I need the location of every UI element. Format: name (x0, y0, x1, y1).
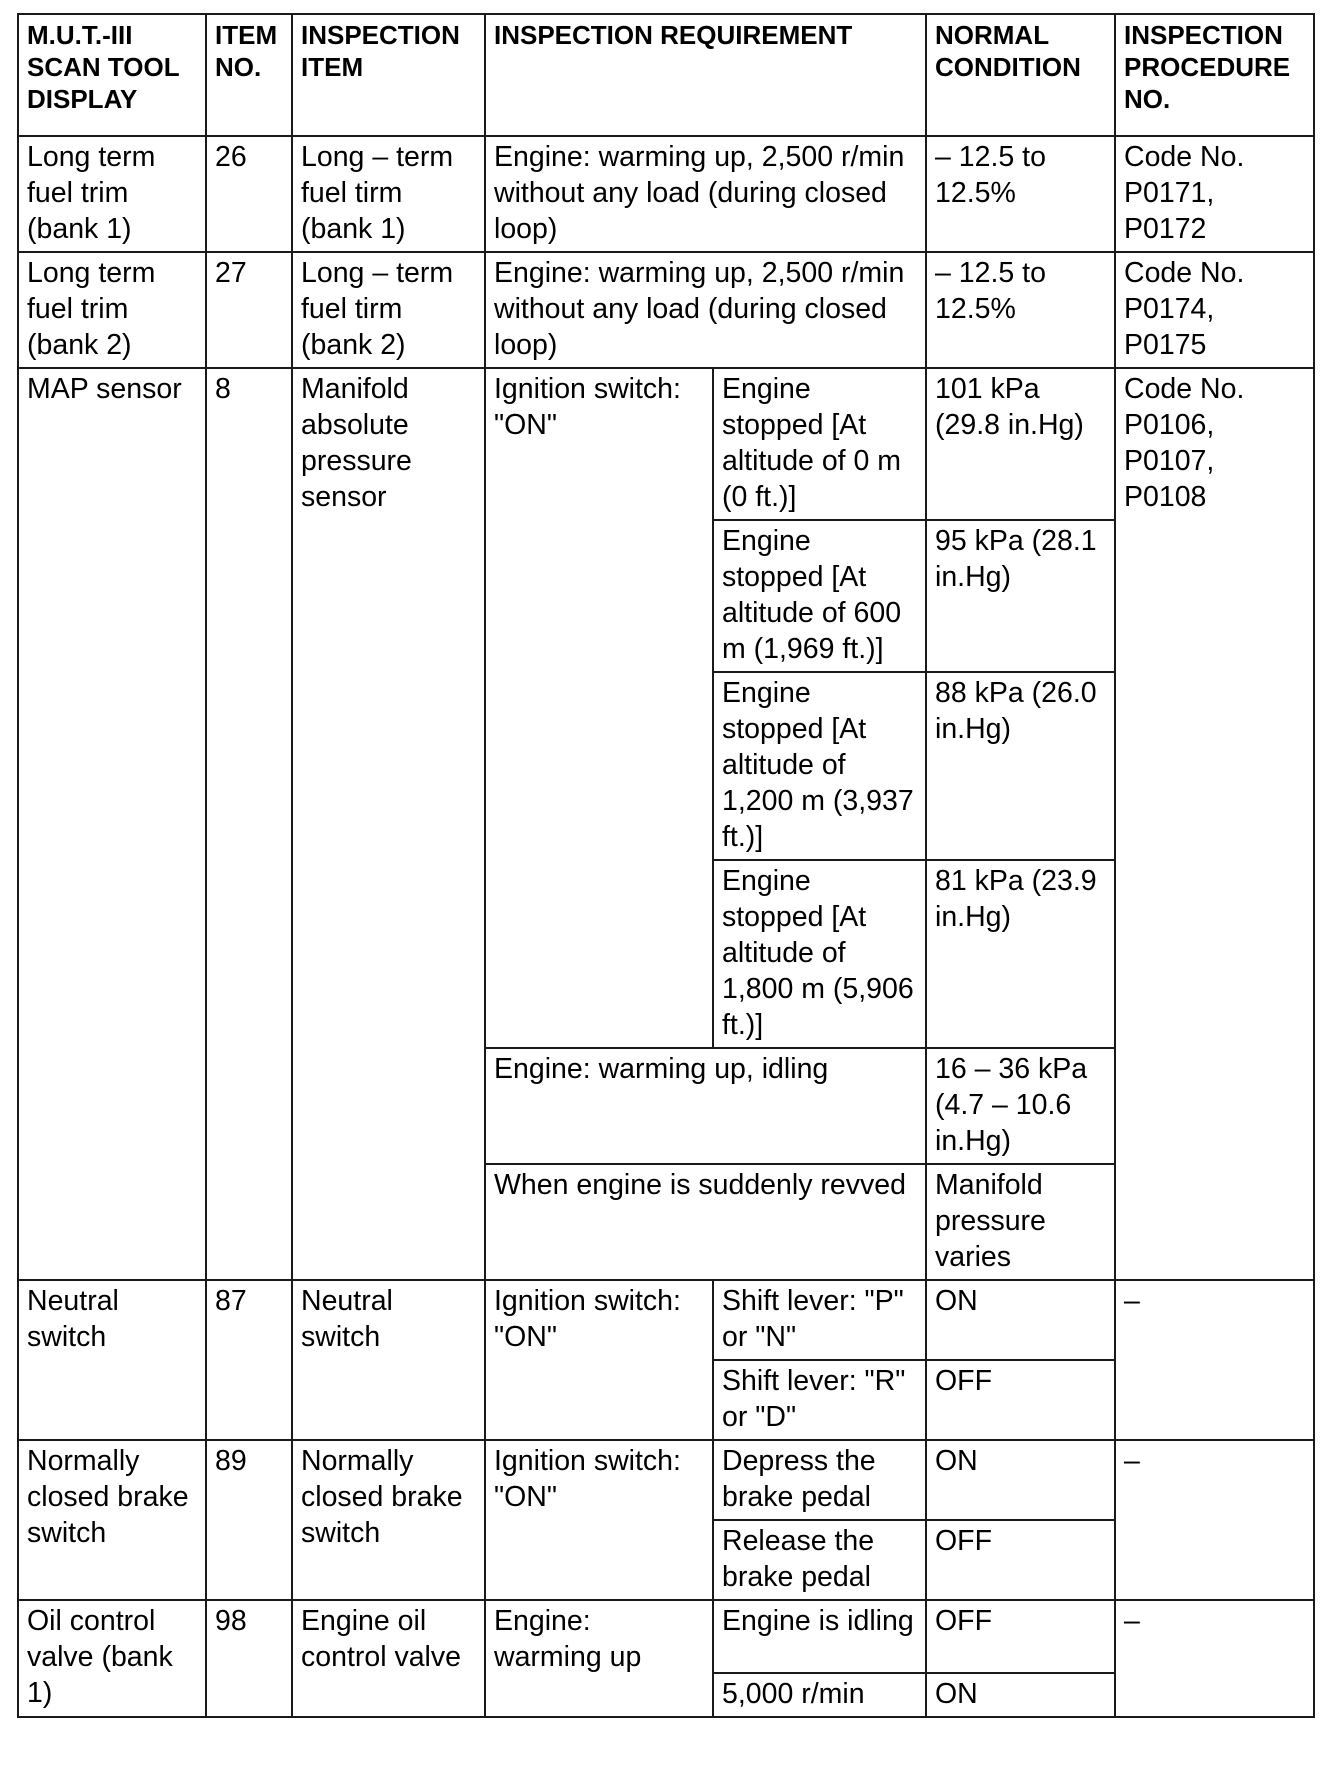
procedure-cell: Code No. P0174, P0175 (1115, 252, 1314, 368)
header-display: M.U.T.-III SCAN TOOL DISPLAY (18, 14, 206, 136)
display-cell: MAP sensor (18, 368, 206, 1280)
table-row (18, 1440, 1314, 1520)
header-normal-condition: NORMAL CONDITION (926, 14, 1115, 136)
item-no-cell: 98 (206, 1600, 292, 1717)
table-row (18, 252, 1314, 368)
table-row (18, 136, 1314, 252)
normal-condition-cell: OFF (926, 1360, 1115, 1440)
normal-condition-cell: OFF (926, 1520, 1115, 1600)
display-cell: Normally closed brake switch (18, 1440, 206, 1600)
sub-condition-cell: Engine stopped [At altitude of 0 m (0 ft.)] (713, 368, 926, 520)
normal-condition-cell: OFF (926, 1600, 1115, 1673)
sub-condition-cell: Shift lever: "P" or "N" (713, 1280, 926, 1360)
normal-condition-cell: – 12.5 to 12.5% (926, 136, 1115, 252)
header-row (18, 14, 1314, 136)
condition-cell: Ignition switch: "ON" (485, 1440, 713, 1600)
table-row (18, 1280, 1314, 1360)
inspection-item-cell: Engine oil control valve (292, 1600, 485, 1717)
normal-condition-cell: ON (926, 1280, 1115, 1360)
procedure-cell: Code No. P0106, P0107, P0108 (1115, 368, 1314, 1280)
inspection-item-cell: Neutral switch (292, 1280, 485, 1440)
sub-condition-cell: 5,000 r/min (713, 1673, 926, 1717)
normal-condition-cell: 81 kPa (23.9 in.Hg) (926, 860, 1115, 1048)
procedure-cell: Code No. P0171, P0172 (1115, 136, 1314, 252)
normal-condition-cell: 88 kPa (26.0 in.Hg) (926, 672, 1115, 860)
display-cell: Long term fuel trim (bank 2) (18, 252, 206, 368)
normal-condition-cell: – 12.5 to 12.5% (926, 252, 1115, 368)
condition-cell: Ignition switch: "ON" (485, 1280, 713, 1440)
inspection-table (17, 13, 1315, 1718)
inspection-item-cell: Normally closed brake switch (292, 1440, 485, 1600)
requirement-cell: Engine: warming up, 2,500 r/min without any load (during closed loop) (485, 136, 926, 252)
inspection-item-cell: Long – term fuel tirm (bank 2) (292, 252, 485, 368)
header-procedure-no: INSPECTION PROCEDURE NO. (1115, 14, 1314, 136)
header-inspection-requirement: INSPECTION REQUIREMENT (485, 14, 926, 136)
table-row (18, 368, 1314, 520)
display-cell: Oil control valve (bank 1) (18, 1600, 206, 1717)
procedure-cell: – (1115, 1600, 1314, 1717)
condition-cell: Ignition switch: "ON" (485, 368, 713, 1048)
item-no-cell: 89 (206, 1440, 292, 1600)
item-no-cell: 26 (206, 136, 292, 252)
sub-condition-cell: Release the brake pedal (713, 1520, 926, 1600)
header-inspection-item: INSPECTION ITEM (292, 14, 485, 136)
normal-condition-cell: 101 kPa (29.8 in.Hg) (926, 368, 1115, 520)
sub-condition-cell: Engine stopped [At altitude of 1,200 m (3,937 ft.)] (713, 672, 926, 860)
requirement-cell: Engine: warming up, 2,500 r/min without any load (during closed loop) (485, 252, 926, 368)
sub-condition-cell: Shift lever: "R" or "D" (713, 1360, 926, 1440)
sub-condition-cell: Engine stopped [At altitude of 600 m (1,969 ft.)] (713, 520, 926, 672)
sub-condition-cell: Engine stopped [At altitude of 1,800 m (5,906 ft.)] (713, 860, 926, 1048)
normal-condition-cell: 16 – 36 kPa (4.7 – 10.6 in.Hg) (926, 1048, 1115, 1164)
requirement-cell: When engine is suddenly revved (485, 1164, 926, 1280)
procedure-cell: – (1115, 1280, 1314, 1440)
normal-condition-cell: Manifold pressure varies (926, 1164, 1115, 1280)
requirement-cell: Engine: warming up, idling (485, 1048, 926, 1164)
header-item-no: ITEM NO. (206, 14, 292, 136)
sub-condition-cell: Engine is idling (713, 1600, 926, 1673)
inspection-item-cell: Long – term fuel tirm (bank 1) (292, 136, 485, 252)
procedure-cell: – (1115, 1440, 1314, 1600)
inspection-item-cell: Manifold absolute pressure sensor (292, 368, 485, 1280)
display-cell: Neutral switch (18, 1280, 206, 1440)
normal-condition-cell: ON (926, 1673, 1115, 1717)
sub-condition-cell: Depress the brake pedal (713, 1440, 926, 1520)
item-no-cell: 8 (206, 368, 292, 1280)
normal-condition-cell: ON (926, 1440, 1115, 1520)
item-no-cell: 27 (206, 252, 292, 368)
table-row (18, 1600, 1314, 1673)
normal-condition-cell: 95 kPa (28.1 in.Hg) (926, 520, 1115, 672)
display-cell: Long term fuel trim (bank 1) (18, 136, 206, 252)
item-no-cell: 87 (206, 1280, 292, 1440)
condition-cell: Engine: warming up (485, 1600, 713, 1717)
